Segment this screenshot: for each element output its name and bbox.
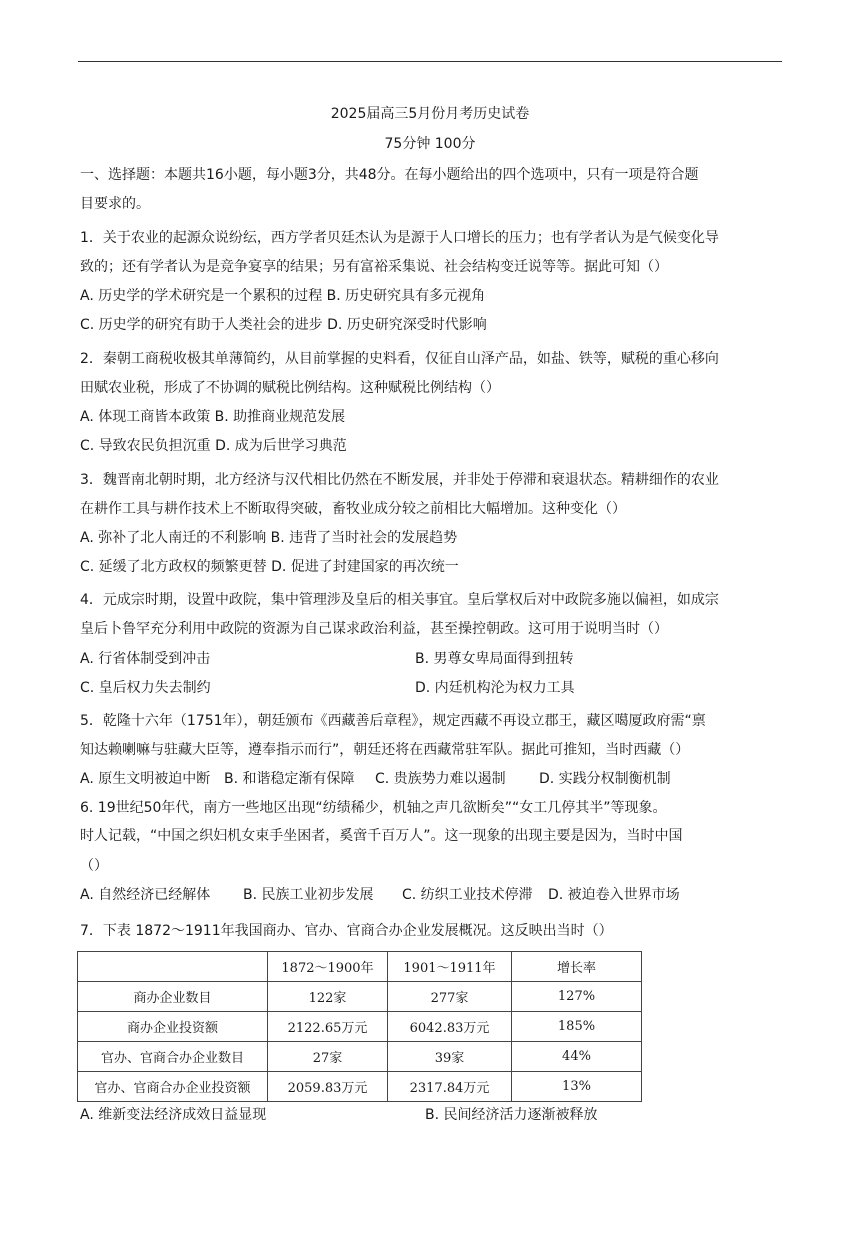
table-cell: 2122.65万元	[268, 1012, 388, 1042]
q4-option-a: A. 行省体制受到冲击	[80, 651, 211, 667]
table-cell: 2059.83万元	[268, 1072, 388, 1102]
q2-stem-line-1: 2．秦朝工商税收极其单薄简约，从目前掌握的史料看，仅征自山泽产品，如盐、铁等，赋税的重心移向	[80, 351, 719, 367]
q4-option-b: B. 男尊女卑局面得到扭转	[415, 651, 574, 667]
q2-options-cd: C. 导致农民负担沉重 D. 成为后世学习典范	[80, 438, 347, 454]
q6-stem-line-2: 时人记载，“中国之织妇机女束手坐困者，奚啻千百万人”。这一现象的出现主要是因为，当时中国	[80, 828, 683, 844]
q5-option-d: D. 实践分权制衡机制	[539, 771, 671, 787]
table-header-cell: 增长率	[512, 952, 642, 982]
header-rule	[78, 61, 782, 62]
q2-stem-line-2: 田赋农业税，形成了不协调的赋税比例结构。这种赋税比例结构（）	[80, 380, 500, 396]
table-cell: 44%	[512, 1042, 642, 1072]
table-cell: 277家	[388, 982, 512, 1012]
q4-option-c: C. 皇后权力失去制约	[80, 680, 211, 696]
q2-options-ab: A. 体现工商皆本政策 B. 助推商业规范发展	[80, 409, 346, 425]
q3-stem-line-1: 3．魏晋南北朝时期，北方经济与汉代相比仍然在不断发展，并非处于停滞和衰退状态。精耕细作的农业	[80, 472, 719, 488]
table-row	[78, 1072, 642, 1102]
q6-stem-line-1: 6. 19世纪50年代，南方一些地区出现“纺绩稀少，机轴之声几欲断矣”“女工几停其半”等现象。	[80, 800, 667, 816]
table-cell: 2317.84万元	[388, 1072, 512, 1102]
exam-subtitle: 75分钟 100分	[384, 136, 476, 152]
table-header-cell: 1872～1900年	[268, 952, 388, 982]
q7-option-a: A. 维新变法经济成效日益显现	[80, 1107, 267, 1123]
q3-options-ab: A. 弥补了北人南迁的不利影响 B. 违背了当时社会的发展趋势	[80, 530, 458, 546]
table-row	[78, 1042, 642, 1072]
q4-stem-line-2: 皇后卜鲁罕充分利用中政院的资源为自己谋求政治利益，甚至操控朝政。这可用于说明当时（）	[80, 621, 668, 637]
table-cell: 官办、官商合办企业投资额	[78, 1072, 268, 1102]
q5-stem-line-2: 知达赖喇嘛与驻藏大臣等，遵奉指示而行”，朝廷还将在西藏常驻军队。据此可推知，当时西藏（）	[80, 742, 690, 758]
q4-option-d: D. 内廷机构沦为权力工具	[415, 680, 575, 696]
q7-stem-line-1: 7．下表 1872～1911年我国商办、官办、官商合办企业发展概况。这反映出当时（）	[80, 923, 613, 939]
table-header-cell	[78, 952, 268, 982]
table-header-row	[78, 952, 642, 982]
section-instruction-line-1: 一、选择题：本题共16小题，每小题3分，共48分。在每小题给出的四个选项中，只有一项是符合题	[80, 167, 699, 183]
table-cell: 商办企业投资额	[78, 1012, 268, 1042]
exam-title: 2025届高三5月份月考历史试卷	[330, 106, 530, 122]
enterprise-data-table	[77, 951, 642, 1102]
table-cell: 官办、官商合办企业数目	[78, 1042, 268, 1072]
table-row	[78, 1012, 642, 1042]
q1-stem-line-2: 致的；还有学者认为是竞争宴享的结果；另有富裕采集说、社会结构变迁说等等。据此可知（）	[80, 259, 668, 275]
table-row	[78, 982, 642, 1012]
q3-stem-line-2: 在耕作工具与耕作技术上不断取得突破，畜牧业成分较之前相比大幅增加。这种变化（）	[80, 501, 626, 517]
table-cell: 商办企业数目	[78, 982, 268, 1012]
table-cell: 127%	[512, 982, 642, 1012]
q3-options-cd: C. 延缓了北方政权的频繁更替 D. 促进了封建国家的再次统一	[80, 559, 459, 575]
q1-options-cd: C. 历史学的研究有助于人类社会的进步 D. 历史研究深受时代影响	[80, 317, 487, 333]
q7-option-b: B. 民间经济活力逐渐被释放	[425, 1107, 598, 1123]
table-header-cell: 1901～1911年	[388, 952, 512, 982]
table-cell: 6042.83万元	[388, 1012, 512, 1042]
q6-option-c: C. 纺织工业技术停滞	[402, 887, 533, 903]
q1-stem-line-1: 1．关于农业的起源众说纷纭，西方学者贝廷杰认为是源于人口增长的压力；也有学者认为是气候变化导	[80, 230, 719, 246]
table-cell: 185%	[512, 1012, 642, 1042]
q5-option-a: A. 原生文明被迫中断	[80, 771, 211, 787]
q5-option-b: B. 和谐稳定渐有保障	[224, 771, 355, 787]
q4-stem-line-1: 4．元成宗时期，设置中政院，集中管理涉及皇后的相关事宜。皇后掌权后对中政院多施以偏袒，如成宗	[80, 592, 719, 608]
q5-option-c: C. 贵族势力难以遏制	[375, 771, 506, 787]
q6-stem-line-3: （）	[80, 858, 108, 874]
table-cell: 122家	[268, 982, 388, 1012]
table-cell: 27家	[268, 1042, 388, 1072]
section-instruction-line-2: 目要求的。	[80, 196, 150, 212]
q1-options-ab: A. 历史学的学术研究是一个累积的过程 B. 历史研究具有多元视角	[80, 288, 486, 304]
q6-option-d: D. 被迫卷入世界市场	[548, 887, 680, 903]
q6-option-a: A. 自然经济已经解体	[80, 887, 211, 903]
table-cell: 13%	[512, 1072, 642, 1102]
q5-stem-line-1: 5．乾隆十六年（1751年），朝廷颁布《西藏善后章程》，规定西藏不再设立郡王，藏区噶厦政府需“禀	[80, 713, 706, 729]
table-cell: 39家	[388, 1042, 512, 1072]
q6-option-b: B. 民族工业初步发展	[243, 887, 374, 903]
